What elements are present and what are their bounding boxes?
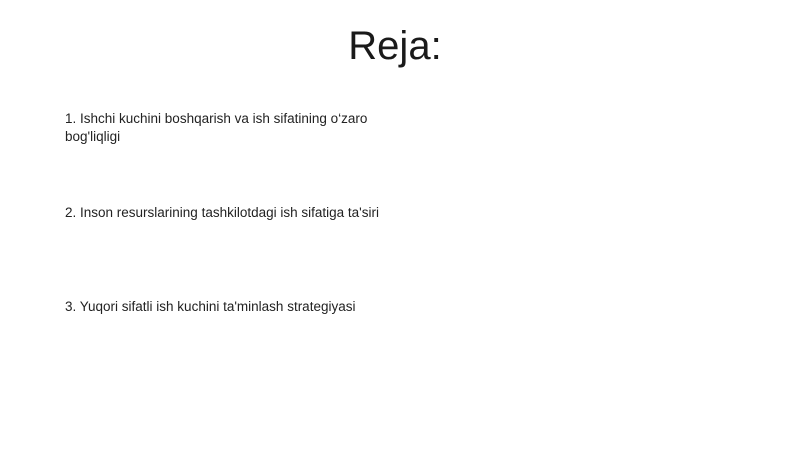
slide-title: Reja: bbox=[348, 24, 442, 68]
plan-item-3: 3. Yuqori sifatli ish kuchini ta'minlash strategiyasi bbox=[65, 299, 356, 314]
plan-item-1: 1. Ishchi kuchini boshqarish va ish sifatining o‘zaro bog'liqligi bbox=[65, 111, 368, 144]
plan-item-2: 2. Inson resurslarining tashkilotdagi ish sifatiga ta'siri bbox=[65, 205, 379, 220]
